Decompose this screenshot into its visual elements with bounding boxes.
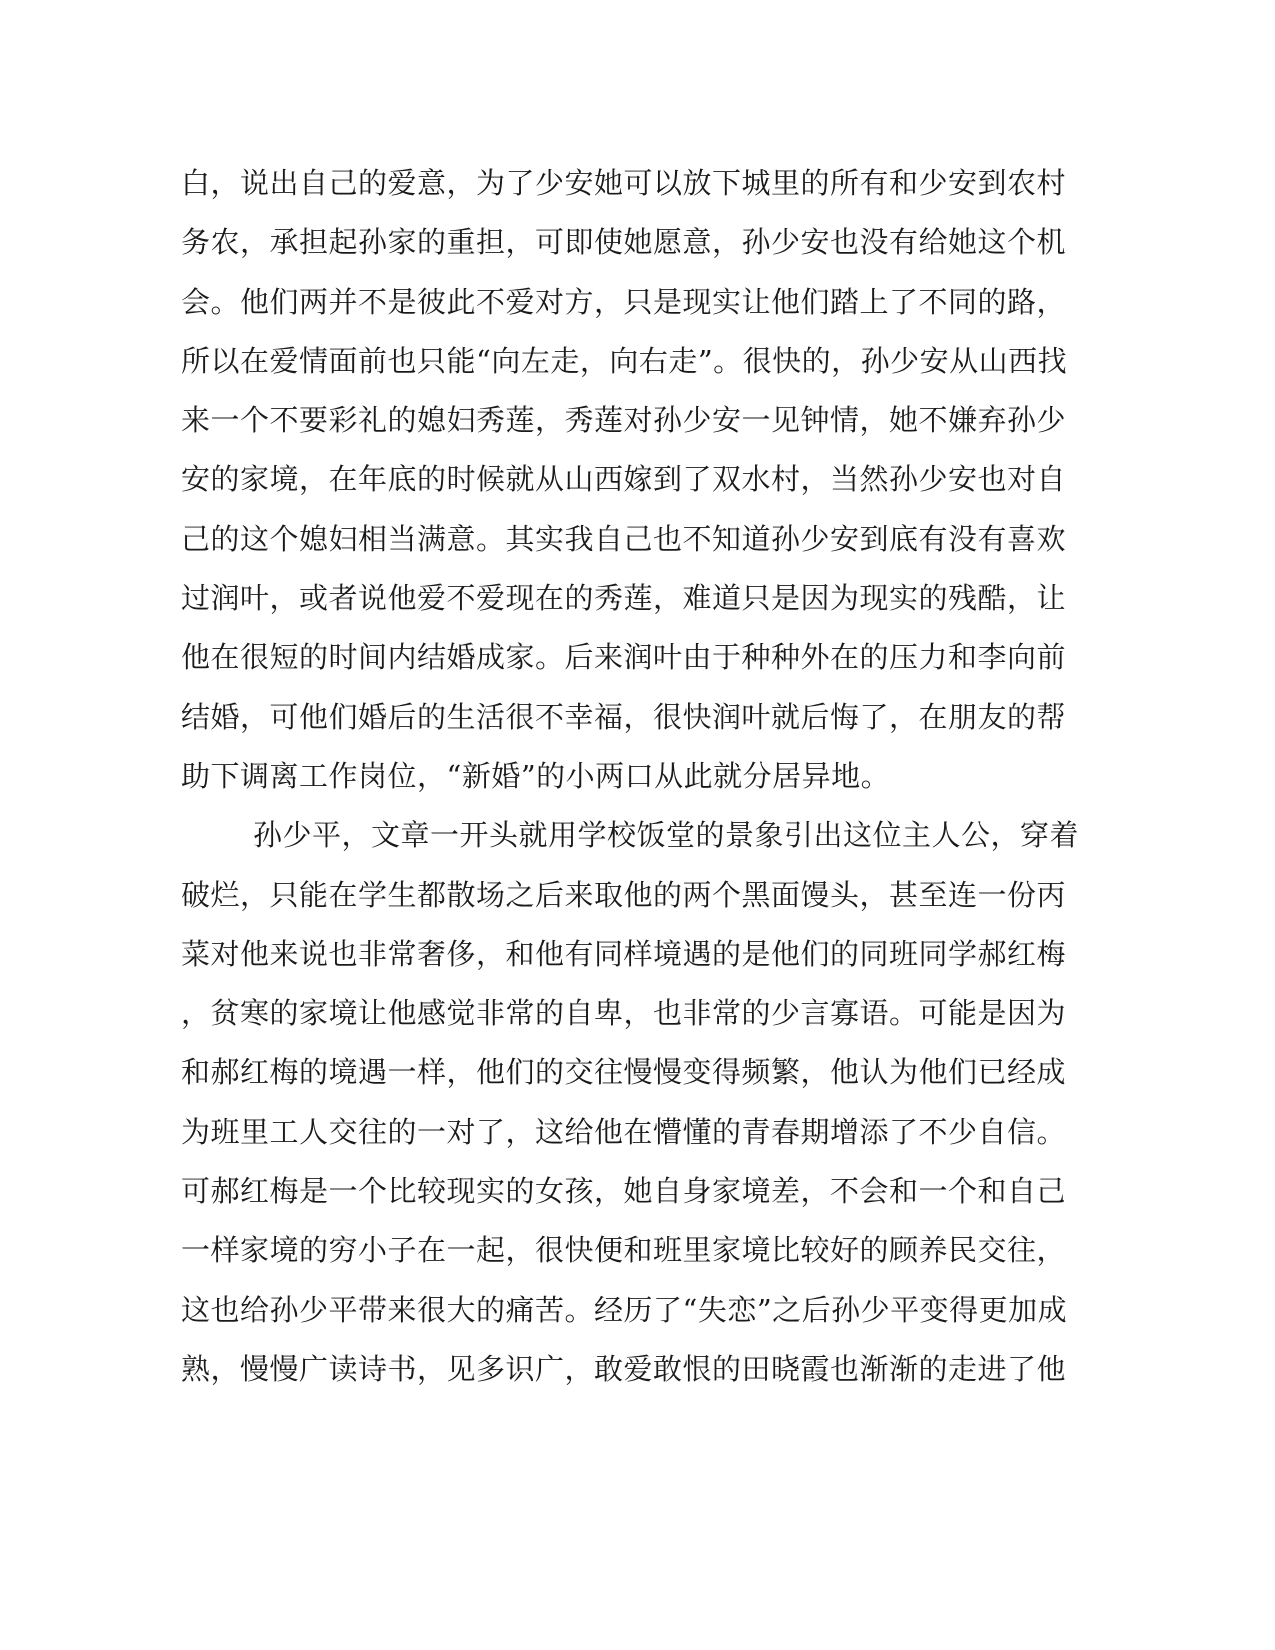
text-line: 来一个不要彩礼的媳妇秀莲，秀莲对孙少安一见钟情，她不嫌弃孙少 [181, 403, 1067, 438]
text-line: 安的家境，在年底的时候就从山西嫁到了双水村，当然孙少安也对自 [181, 462, 1067, 497]
paragraph-1 [181, 163, 1068, 815]
text-line: 助下调离工作岗位，“新婚”的小两口从此就分居异地。 [181, 758, 891, 793]
text-line: 和郝红梅的境遇一样，他们的交往慢慢变得频繁，他认为他们已经成 [181, 1055, 1067, 1090]
text-line: 他在很短的时间内结婚成家。后来润叶由于种种外在的压力和李向前 [181, 640, 1067, 675]
text-line: 这也给孙少平带来很大的痛苦。经历了“失恋”之后孙少平变得更加成 [181, 1292, 1068, 1327]
paragraph-2 [181, 815, 1080, 1408]
text-line: 所以在爱情面前也只能“向左走，向右走”。很快的，孙少安从山西找 [181, 343, 1068, 378]
text-line: 菜对他来说也非常奢侈，和他有同样境遇的是他们的同班同学郝红梅 [181, 936, 1067, 971]
text-line: 熟，慢慢广读诗书，见多识广，敢爱敢恨的田晓霞也渐渐的走进了他 [181, 1351, 1067, 1386]
text-line: 己的这个媳妇相当满意。其实我自己也不知道孙少安到底有没有喜欢 [181, 521, 1067, 556]
text-line: 务农，承担起孙家的重担，可即使她愿意，孙少安也没有给她这个机 [181, 225, 1067, 260]
text-line: 结婚，可他们婚后的生活很不幸福，很快润叶就后悔了，在朋友的帮 [181, 699, 1067, 734]
text-line: 一样家境的穷小子在一起，很快便和班里家境比较好的顾养民交往， [181, 1233, 1067, 1268]
text-line: 可郝红梅是一个比较现实的女孩，她自身家境差，不会和一个和自己 [181, 1174, 1067, 1209]
text-line: 为班里工人交往的一对了，这给他在懵懂的青春期增添了不少自信。 [181, 1114, 1067, 1149]
text-line: ，贫寒的家境让他感觉非常的自卑，也非常的少言寡语。可能是因为 [181, 996, 1067, 1031]
text-line: 会。他们两并不是彼此不爱对方，只是现实让他们踏上了不同的路， [181, 284, 1067, 319]
text-line: 破烂，只能在学生都散场之后来取他的两个黑面馒头，甚至连一份丙 [181, 877, 1067, 912]
body-text [181, 163, 1080, 1408]
text-line: 孙少平，文章一开头就用学校饭堂的景象引出这位主人公，穿着 [253, 818, 1080, 853]
text-line: 白，说出自己的爱意，为了少安她可以放下城里的所有和少安到农村 [181, 166, 1067, 200]
text-line: 过润叶，或者说他爱不爱现在的秀莲，难道只是因为现实的残酷，让 [181, 581, 1067, 616]
